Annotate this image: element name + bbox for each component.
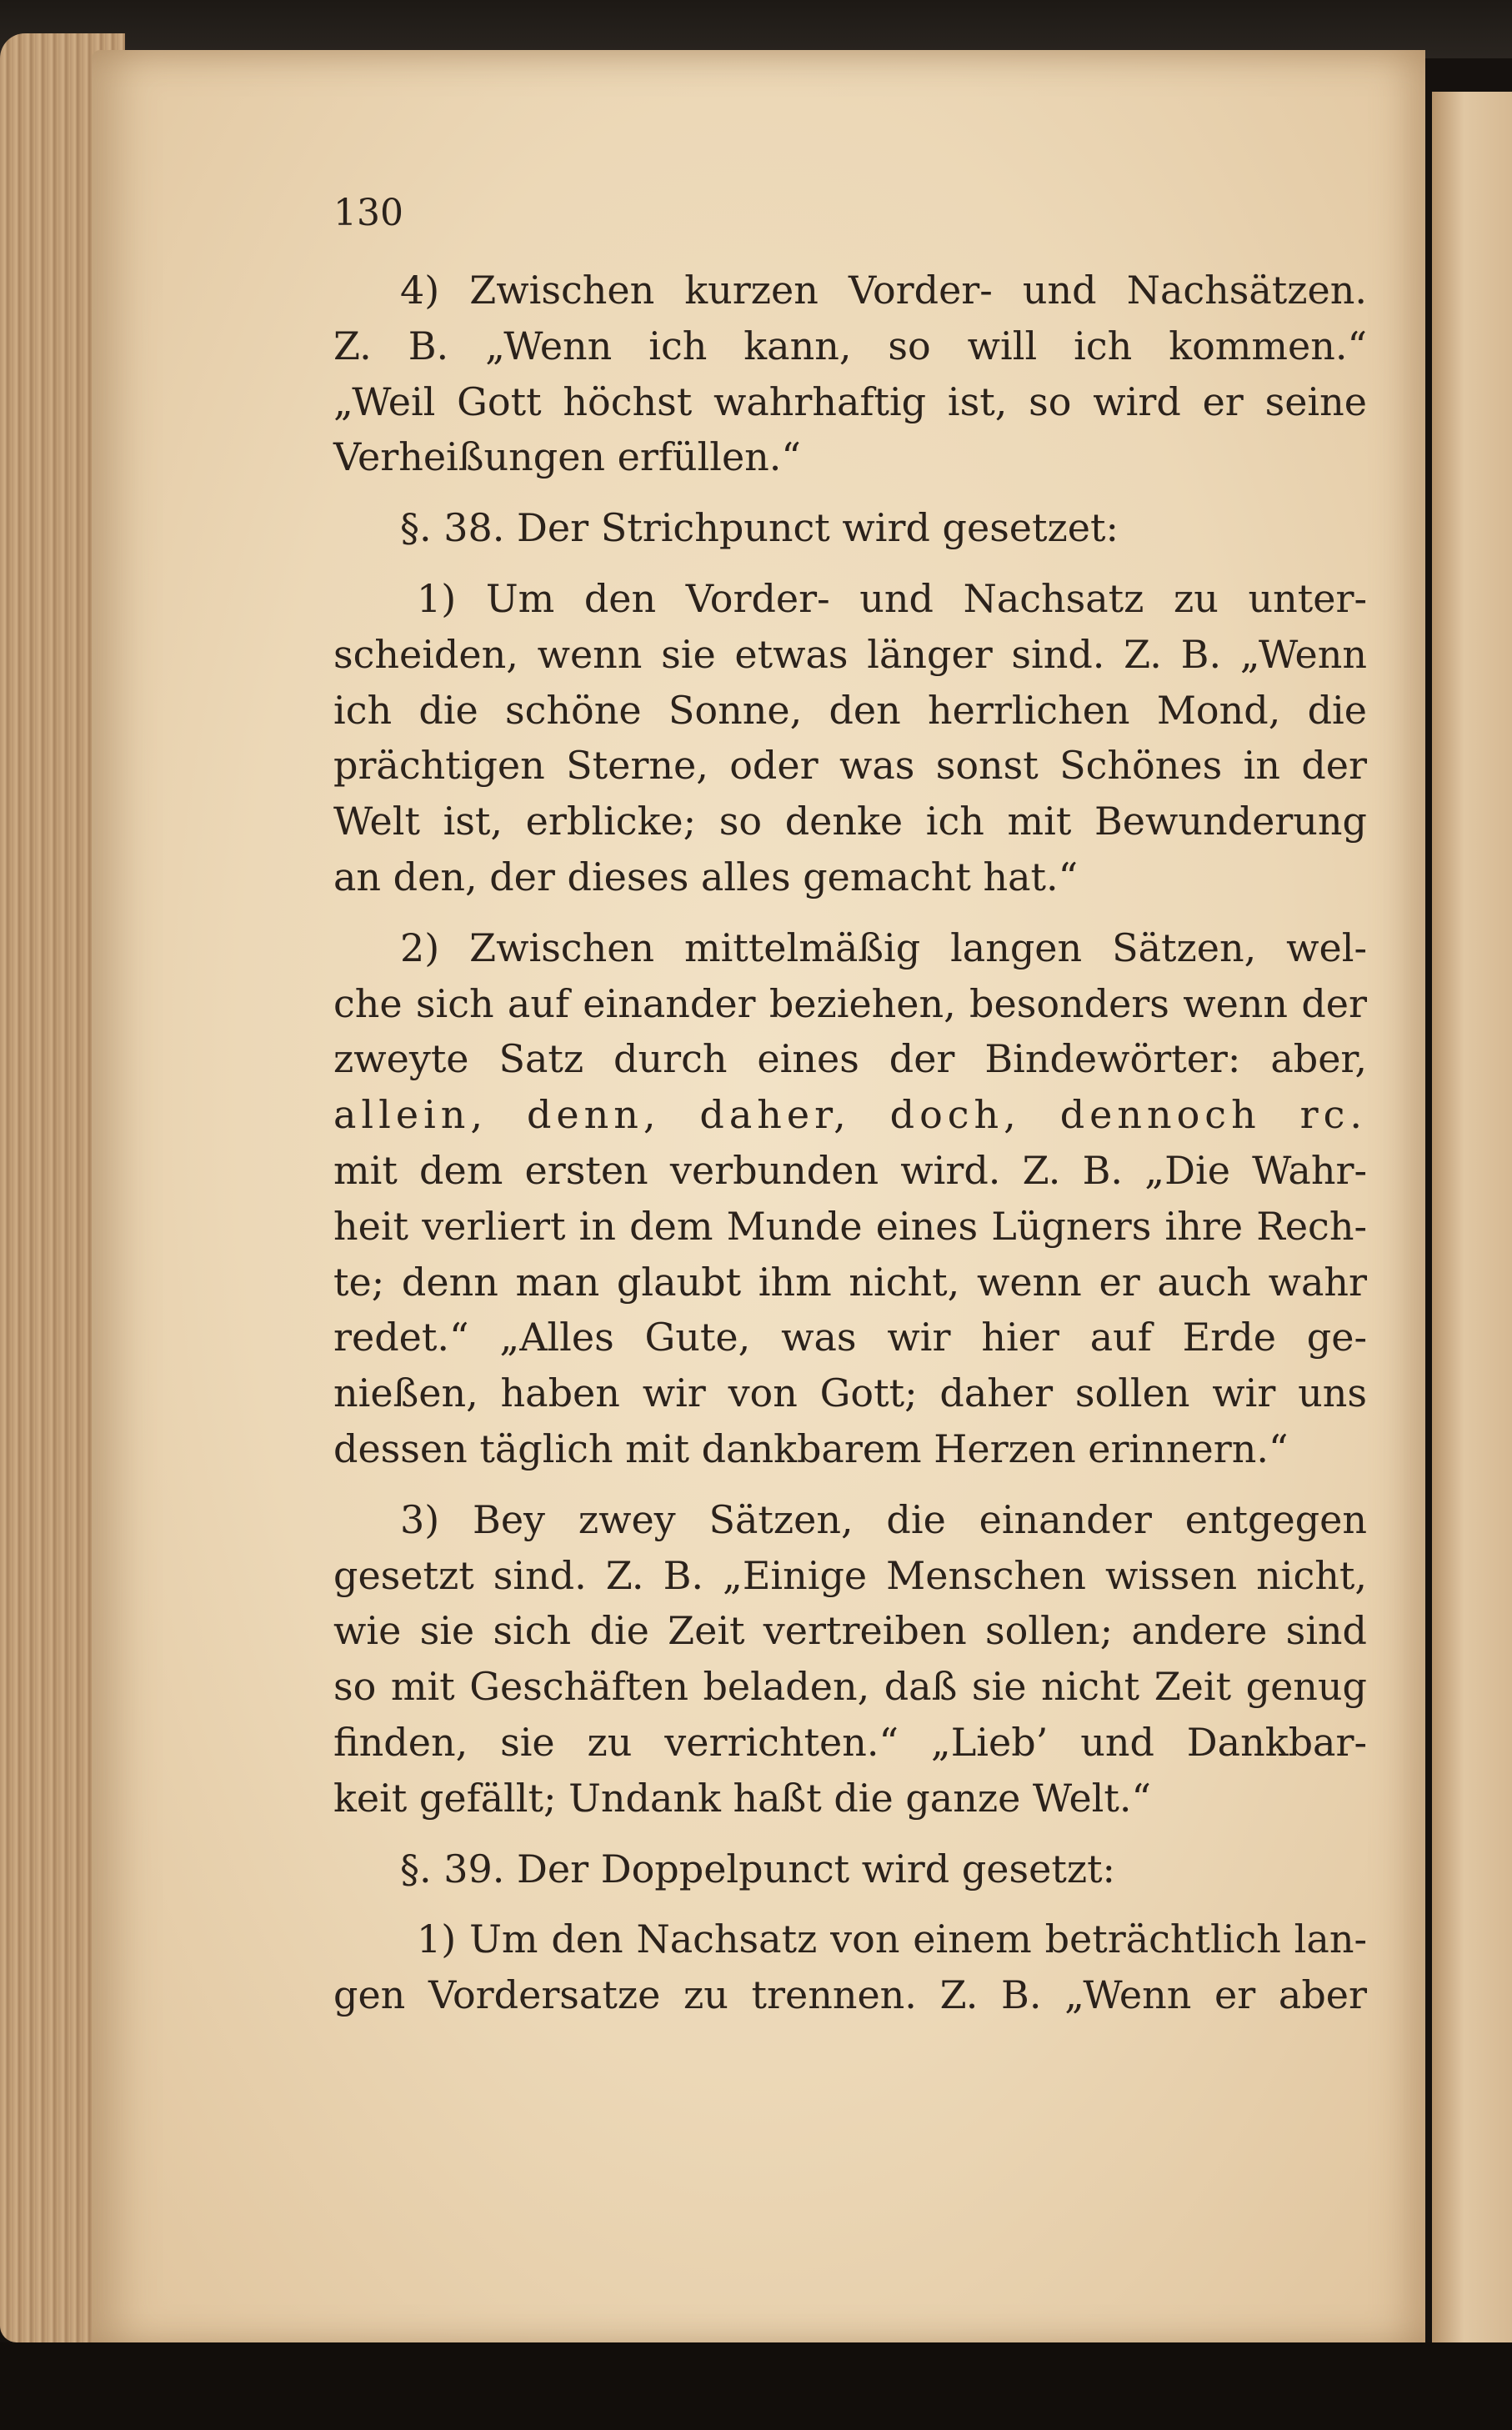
text-line: dessen täglich mit dankbarem Herzen erinnern.“ bbox=[333, 1425, 1289, 1471]
text-line: heit verliert in dem Munde eines Lügners ihre Rech- bbox=[333, 1203, 1367, 1249]
text-line: „Weil Gott höchst wahrhaftig ist, so wird er seine bbox=[333, 378, 1367, 424]
page-text bbox=[333, 263, 1367, 2023]
page-number: 130 bbox=[333, 192, 403, 234]
section-heading-39: §. 39. Der Doppelpunct wird gesetzt: bbox=[400, 1846, 1116, 1891]
text-line: zweyte Satz durch eines der Bindewörter: aber, bbox=[333, 1036, 1367, 1082]
text-line: an den, der dieses alles gemacht hat.“ bbox=[333, 854, 1079, 899]
text-line: keit gefällt; Undank haßt die ganze Welt.“ bbox=[333, 1775, 1152, 1821]
text-line: gesetzt sind. Z. B. „Einige Menschen wissen nicht, bbox=[333, 1552, 1367, 1598]
text-line: redet.“ „Alles Gute, was wir hier auf Erde ge- bbox=[333, 1315, 1367, 1360]
text-line: so mit Geschäften beladen, daß sie nicht Zeit genug bbox=[333, 1664, 1367, 1710]
text-line: Z. B. „Wenn ich kann, so will ich kommen.“ bbox=[333, 323, 1367, 368]
text-line: Welt ist, erblicke; so denke ich mit Bewunderung bbox=[333, 799, 1367, 844]
text-line: te; denn man glaubt ihm nicht, wenn er auch wahr bbox=[333, 1259, 1367, 1305]
text-line: 1) Um den Nachsatz von einem beträchtlich lan- bbox=[417, 1916, 1367, 1962]
text-line: 2) Zwischen mittelmäßig langen Sätzen, wel- bbox=[400, 924, 1367, 970]
text-line: ich die schöne Sonne, den herrlichen Mond, die bbox=[333, 687, 1367, 733]
text-line: mit dem ersten verbunden wird. Z. B. „Die Wahr- bbox=[333, 1147, 1367, 1193]
text-line: scheiden, wenn sie etwas länger sind. Z. B. „Wenn bbox=[333, 631, 1367, 677]
text-line: wie sie sich die Zeit vertreiben sollen; andere sind bbox=[333, 1608, 1367, 1654]
text-line: Verheißungen erfüllen.“ bbox=[333, 434, 801, 480]
text-line: finden, sie zu verrichten.“ „Lieb’ und Dankbar- bbox=[333, 1719, 1367, 1765]
text-line: che sich auf einander beziehen, besonders wenn der bbox=[333, 980, 1367, 1026]
scan-bottom-shadow bbox=[0, 2342, 1512, 2430]
section-heading-38: §. 38. Der Strichpunct wird gesetzet: bbox=[400, 505, 1119, 551]
text-line: allein, denn, daher, doch, dennoch rc. bbox=[333, 1092, 1367, 1138]
text-line: prächtigen Sterne, oder was sonst Schönes in der bbox=[333, 743, 1367, 789]
text-line: 3) Bey zwey Sätzen, die einander entgegen bbox=[400, 1496, 1367, 1542]
text-line: 1) Um den Vorder- und Nachsatz zu unter- bbox=[417, 575, 1367, 621]
text-line: 4) Zwischen kurzen Vorder- und Nachsätzen. bbox=[400, 268, 1367, 313]
next-page-edge bbox=[1432, 92, 1512, 2392]
text-line: nießen, haben wir von Gott; daher sollen wir uns bbox=[333, 1370, 1367, 1416]
text-line: gen Vordersatze zu trennen. Z. B. „Wenn er aber bbox=[333, 1972, 1367, 2018]
